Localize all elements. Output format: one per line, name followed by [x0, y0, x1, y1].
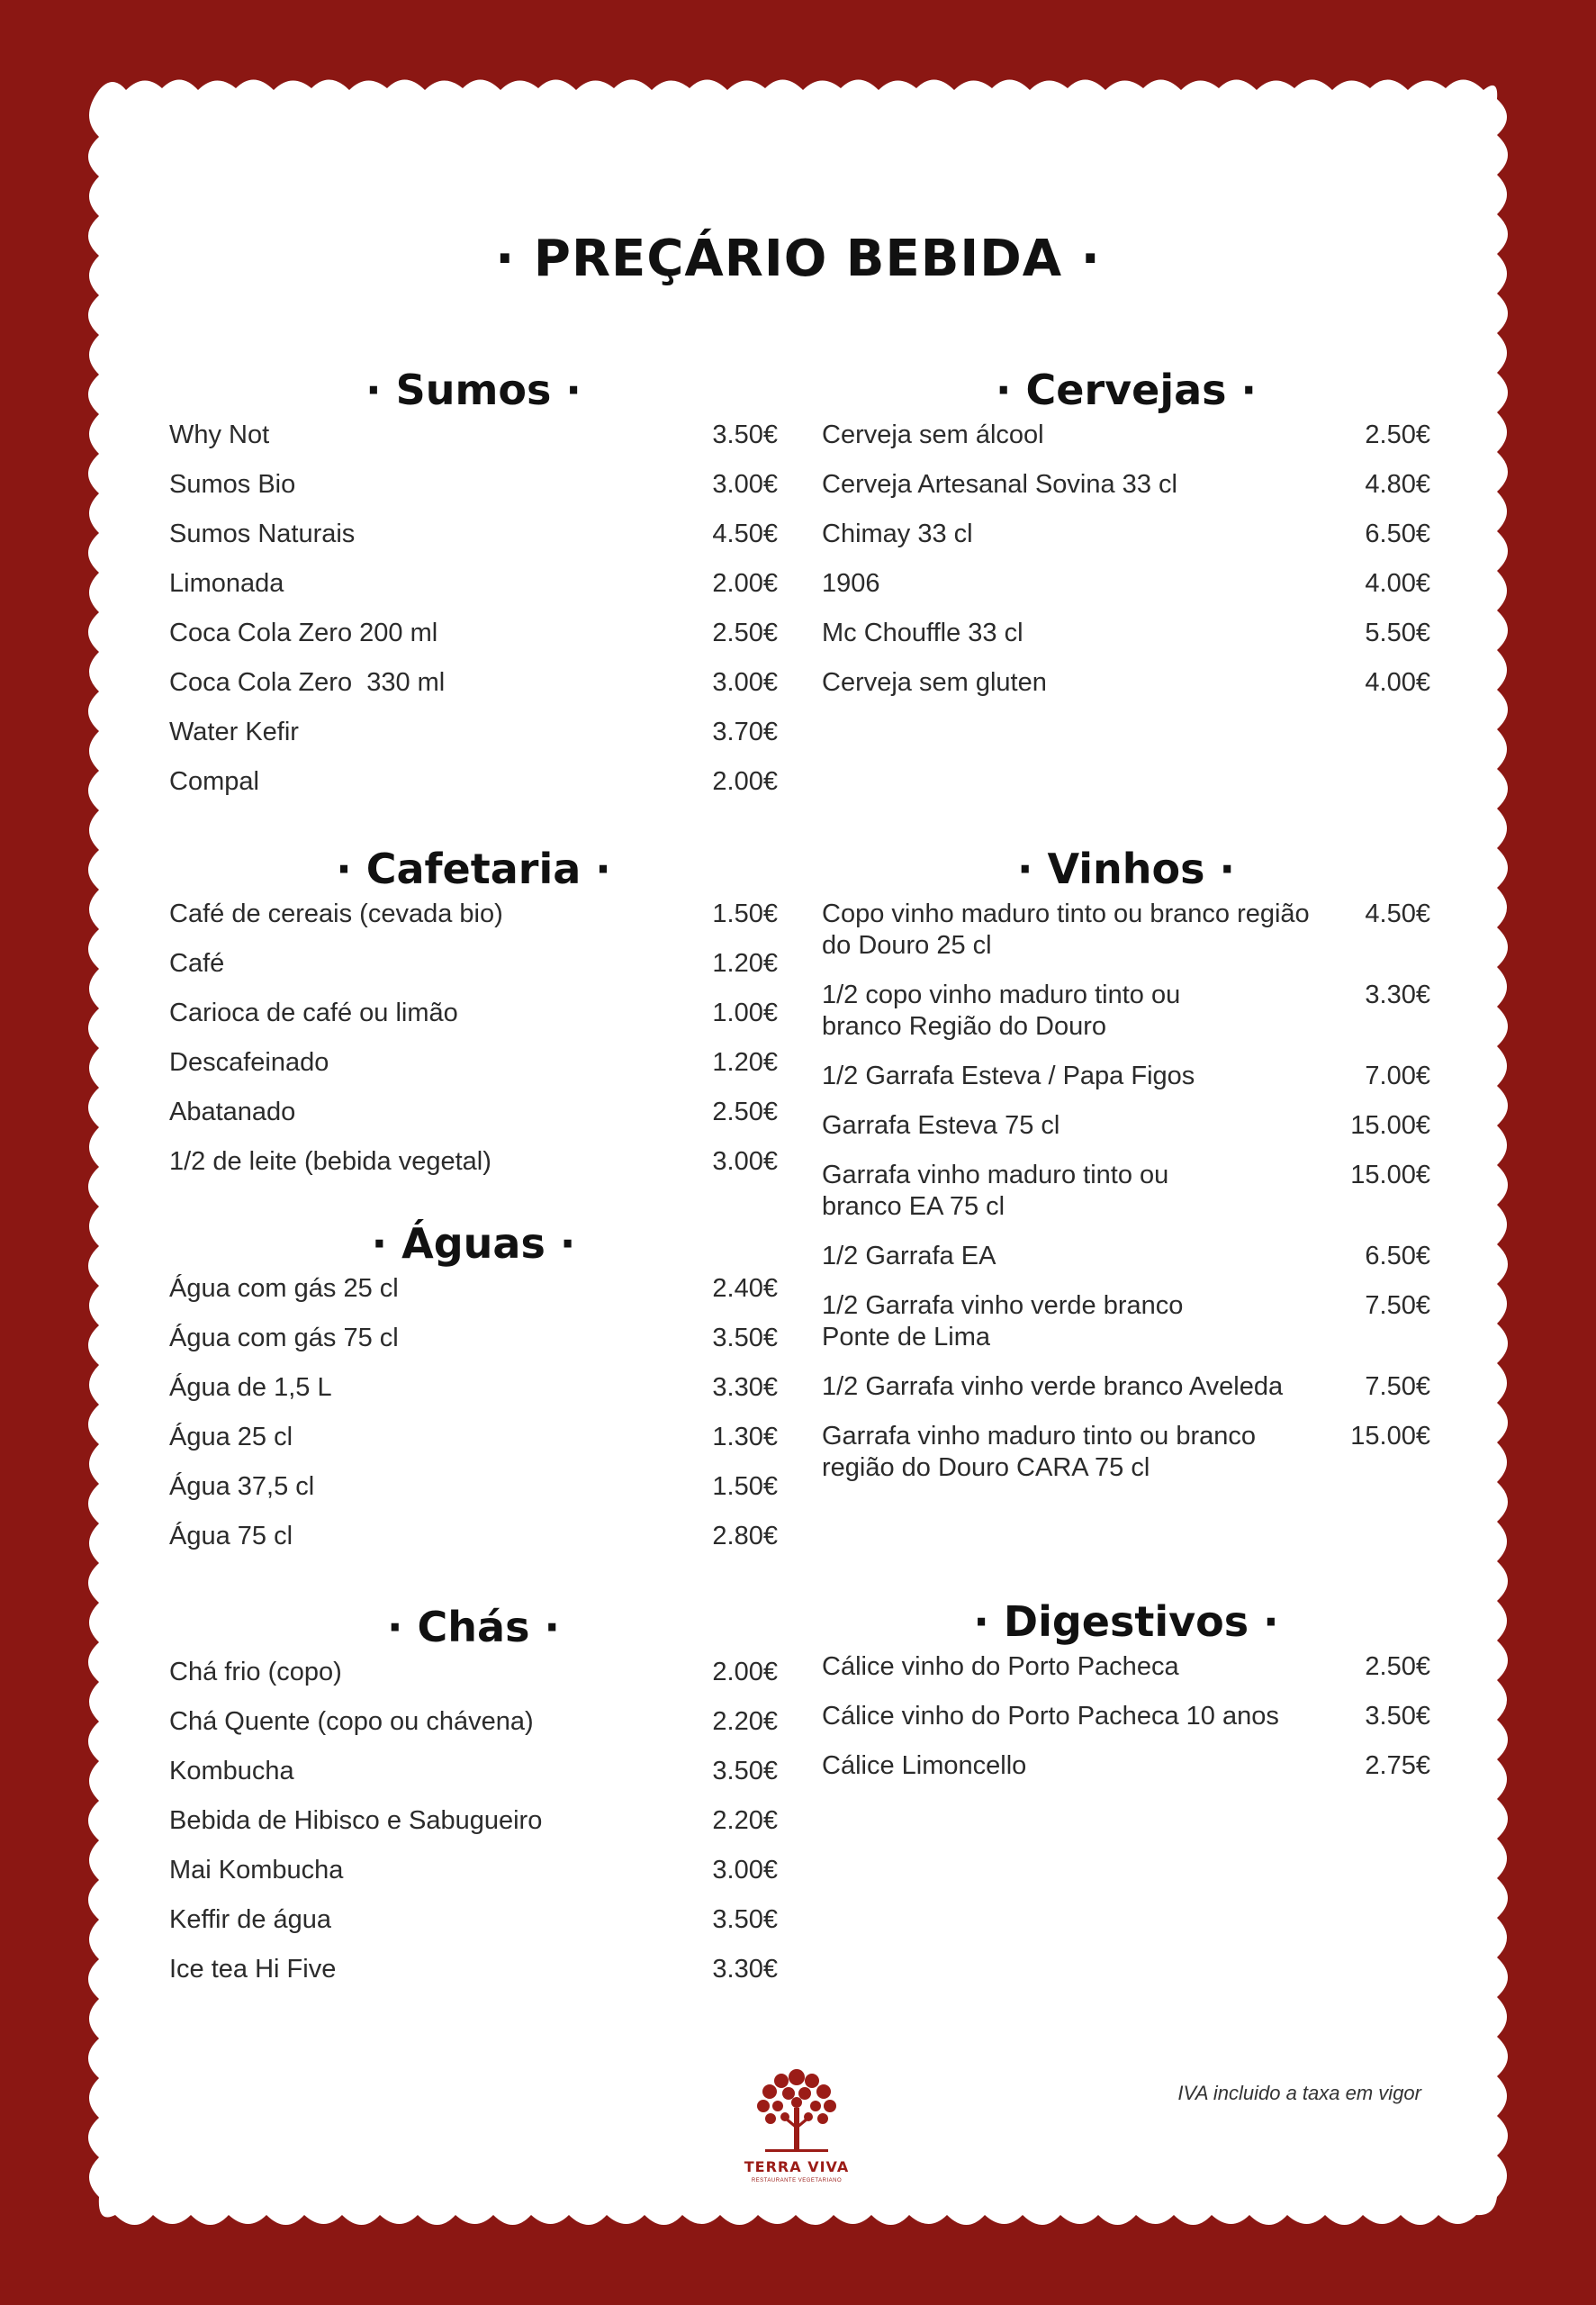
item-price: 3.00€: [712, 1147, 778, 1176]
item-price: 3.00€: [712, 470, 778, 499]
section-aguas: [169, 1216, 778, 1570]
item-price: 3.30€: [712, 1373, 778, 1402]
item-price: 7.50€: [1365, 1291, 1430, 1320]
item-name: Café: [169, 949, 225, 978]
item-name: Abatanado: [169, 1098, 296, 1126]
menu-item: [822, 980, 1430, 1043]
item-price: 15.00€: [1350, 1111, 1430, 1140]
item-name: Mc Chouffle 33 cl: [822, 619, 1023, 647]
item-name: Sumos Naturais: [169, 520, 356, 548]
item-price: 1.20€: [712, 949, 778, 978]
menu-item: [822, 667, 1430, 699]
menu-item: [822, 1750, 1430, 1782]
menu-item: [822, 1110, 1430, 1142]
item-price: 2.00€: [712, 569, 778, 598]
menu-item: [822, 1061, 1430, 1092]
item-name: Copo vinho maduro tinto ou branco região do Douro 25 cl: [822, 899, 1310, 960]
menu-item: [169, 1273, 778, 1305]
item-price: 3.30€: [712, 1955, 778, 1984]
menu-item: [822, 618, 1430, 649]
section-cafetaria: [169, 841, 778, 1196]
item-price: 3.50€: [712, 420, 778, 449]
item-name: Why Not: [169, 420, 270, 449]
item-price: 15.00€: [1350, 1422, 1430, 1451]
section-heading: · Digestivos ·: [973, 1597, 1279, 1646]
section-heading: · Chás ·: [387, 1603, 560, 1651]
item-name: 1/2 Garrafa vinho verde branco Ponte de Lima: [822, 1291, 1184, 1351]
item-price: 1.30€: [712, 1423, 778, 1451]
item-price: 2.50€: [1365, 1652, 1430, 1681]
brand-logo: [738, 2057, 855, 2192]
menu-item: [169, 998, 778, 1029]
item-price: 4.00€: [1365, 569, 1430, 598]
item-name: 1/2 Garrafa EA: [822, 1242, 996, 1270]
item-name: Coca Cola Zero 200 ml: [169, 619, 438, 647]
item-name: Limonada: [169, 569, 284, 598]
item-name: Keffir de água: [169, 1905, 332, 1934]
item-price: 2.20€: [712, 1707, 778, 1736]
item-price: 7.50€: [1365, 1372, 1430, 1401]
vat-note: IVA incluido a taxa em vigor: [1177, 2082, 1421, 2104]
item-name: Bebida de Hibisco e Sabugueiro: [169, 1806, 543, 1835]
menu-item: [169, 1954, 778, 1985]
menu-item: [822, 1651, 1430, 1683]
menu-item: [169, 1471, 778, 1503]
item-price: 2.40€: [712, 1274, 778, 1303]
menu-item: [169, 568, 778, 600]
item-name: Água com gás 25 cl: [169, 1274, 399, 1303]
item-name: Água 37,5 cl: [169, 1472, 315, 1501]
menu-item: [169, 618, 778, 649]
item-price: 4.80€: [1365, 470, 1430, 499]
item-name: 1/2 copo vinho maduro tinto ou branco Região do Douro: [822, 981, 1181, 1041]
item-name: Compal: [169, 767, 259, 796]
menu-item: [169, 1805, 778, 1837]
menu-item: [822, 1160, 1430, 1223]
menu-item: [169, 1097, 778, 1128]
section-heading: · Sumos ·: [365, 366, 582, 414]
menu-item: [169, 1904, 778, 1936]
item-price: 5.50€: [1365, 619, 1430, 647]
item-price: 2.80€: [712, 1522, 778, 1550]
menu-item: [169, 469, 778, 501]
menu-item: [822, 519, 1430, 550]
menu-item: [169, 519, 778, 550]
menu-item: [822, 469, 1430, 501]
item-name: Chá frio (copo): [169, 1658, 342, 1686]
section-vinhos: [822, 841, 1430, 1502]
item-price: 3.00€: [712, 1856, 778, 1885]
menu-item: [169, 667, 778, 699]
section-heading: · Cafetaria ·: [336, 845, 611, 893]
logo-tagline: RESTAURANTE VEGETARIANO: [751, 2178, 843, 2183]
item-price: 2.50€: [1365, 420, 1430, 449]
item-name: 1906: [822, 569, 880, 598]
menu-item: [169, 1756, 778, 1787]
item-price: 2.00€: [712, 1658, 778, 1686]
item-name: Café de cereais (cevada bio): [169, 899, 503, 928]
menu-item: [822, 1371, 1430, 1403]
section-sumos: [169, 362, 778, 816]
item-name: Água 25 cl: [169, 1423, 293, 1451]
item-name: Cálice Limoncello: [822, 1751, 1027, 1780]
item-price: 3.30€: [1365, 981, 1430, 1009]
menu-item: [169, 1047, 778, 1079]
item-price: 4.50€: [1365, 899, 1430, 928]
item-name: Coca Cola Zero 330 ml: [169, 668, 446, 697]
item-price: 6.50€: [1365, 1242, 1430, 1270]
menu-item: [822, 568, 1430, 600]
item-price: 2.00€: [712, 767, 778, 796]
section-chas: [169, 1599, 778, 2003]
item-price: 1.50€: [712, 899, 778, 928]
menu-item: [822, 420, 1430, 451]
section-heading: · Águas ·: [371, 1219, 576, 1268]
menu-item: [169, 1657, 778, 1688]
item-price: 4.00€: [1365, 668, 1430, 697]
item-name: Ice tea Hi Five: [169, 1955, 337, 1984]
menu-item: [822, 1701, 1430, 1732]
menu-item: [169, 899, 778, 930]
item-price: 2.50€: [712, 619, 778, 647]
menu-item: [822, 899, 1430, 962]
menu-item: [169, 1323, 778, 1354]
item-price: 1.00€: [712, 999, 778, 1027]
item-name: 1/2 de leite (bebida vegetal): [169, 1147, 491, 1176]
menu-item: [822, 1421, 1430, 1484]
item-price: 6.50€: [1365, 520, 1430, 548]
item-name: Garrafa vinho maduro tinto ou branco EA 75 cl: [822, 1161, 1169, 1221]
item-name: Water Kefir: [169, 718, 299, 746]
menu-item: [169, 1855, 778, 1886]
item-name: Mai Kombucha: [169, 1856, 344, 1885]
item-price: 3.50€: [1365, 1702, 1430, 1731]
item-name: 1/2 Garrafa vinho verde branco Aveleda: [822, 1372, 1284, 1401]
item-price: 3.50€: [712, 1324, 778, 1352]
item-name: Água com gás 75 cl: [169, 1324, 399, 1352]
menu-item: [169, 1422, 778, 1453]
item-name: Cerveja Artesanal Sovina 33 cl: [822, 470, 1177, 499]
item-price: 1.20€: [712, 1048, 778, 1077]
menu-item: [169, 717, 778, 748]
item-name: Água 75 cl: [169, 1522, 293, 1550]
item-price: 2.75€: [1365, 1751, 1430, 1780]
item-name: Garrafa vinho maduro tinto ou branco região do Douro CARA 75 cl: [822, 1422, 1256, 1482]
item-name: Garrafa Esteva 75 cl: [822, 1111, 1060, 1140]
section-cervejas: [822, 362, 1430, 717]
item-price: 15.00€: [1350, 1161, 1430, 1189]
item-price: 3.50€: [712, 1905, 778, 1934]
menu-item: [169, 1372, 778, 1404]
item-price: 2.50€: [712, 1098, 778, 1126]
item-price: 3.70€: [712, 718, 778, 746]
item-price: 7.00€: [1365, 1062, 1430, 1090]
item-name: Chá Quente (copo ou chávena): [169, 1707, 534, 1736]
item-name: Cerveja sem álcool: [822, 420, 1044, 449]
menu-item: [169, 766, 778, 798]
item-price: 3.50€: [712, 1757, 778, 1785]
item-name: Descafeinado: [169, 1048, 329, 1077]
page-title: · PREÇÁRIO BEBIDA ·: [495, 230, 1101, 288]
logo-name: TERRA VIVA: [744, 2158, 850, 2175]
item-name: Kombucha: [169, 1757, 294, 1785]
menu-item: [169, 1146, 778, 1178]
item-name: Água de 1,5 L: [169, 1373, 332, 1402]
section-heading: · Vinhos ·: [1016, 845, 1236, 893]
section-digestivos: [822, 1594, 1430, 1800]
menu-item: [169, 948, 778, 980]
tree-icon: [738, 2057, 855, 2158]
item-price: 4.50€: [712, 520, 778, 548]
item-name: Chimay 33 cl: [822, 520, 973, 548]
menu-item: [169, 420, 778, 451]
menu-item: [822, 1290, 1430, 1353]
item-name: 1/2 Garrafa Esteva / Papa Figos: [822, 1062, 1195, 1090]
item-name: Cálice vinho do Porto Pacheca: [822, 1652, 1179, 1681]
item-name: Sumos Bio: [169, 470, 296, 499]
menu-item: [169, 1521, 778, 1552]
menu-item: [169, 1706, 778, 1738]
section-heading: · Cervejas ·: [996, 366, 1257, 414]
item-price: 1.50€: [712, 1472, 778, 1501]
item-name: Cerveja sem gluten: [822, 668, 1047, 697]
item-price: 3.00€: [712, 668, 778, 697]
item-name: Carioca de café ou limão: [169, 999, 458, 1027]
item-name: Cálice vinho do Porto Pacheca 10 anos: [822, 1702, 1279, 1731]
menu-item: [822, 1241, 1430, 1272]
item-price: 2.20€: [712, 1806, 778, 1835]
